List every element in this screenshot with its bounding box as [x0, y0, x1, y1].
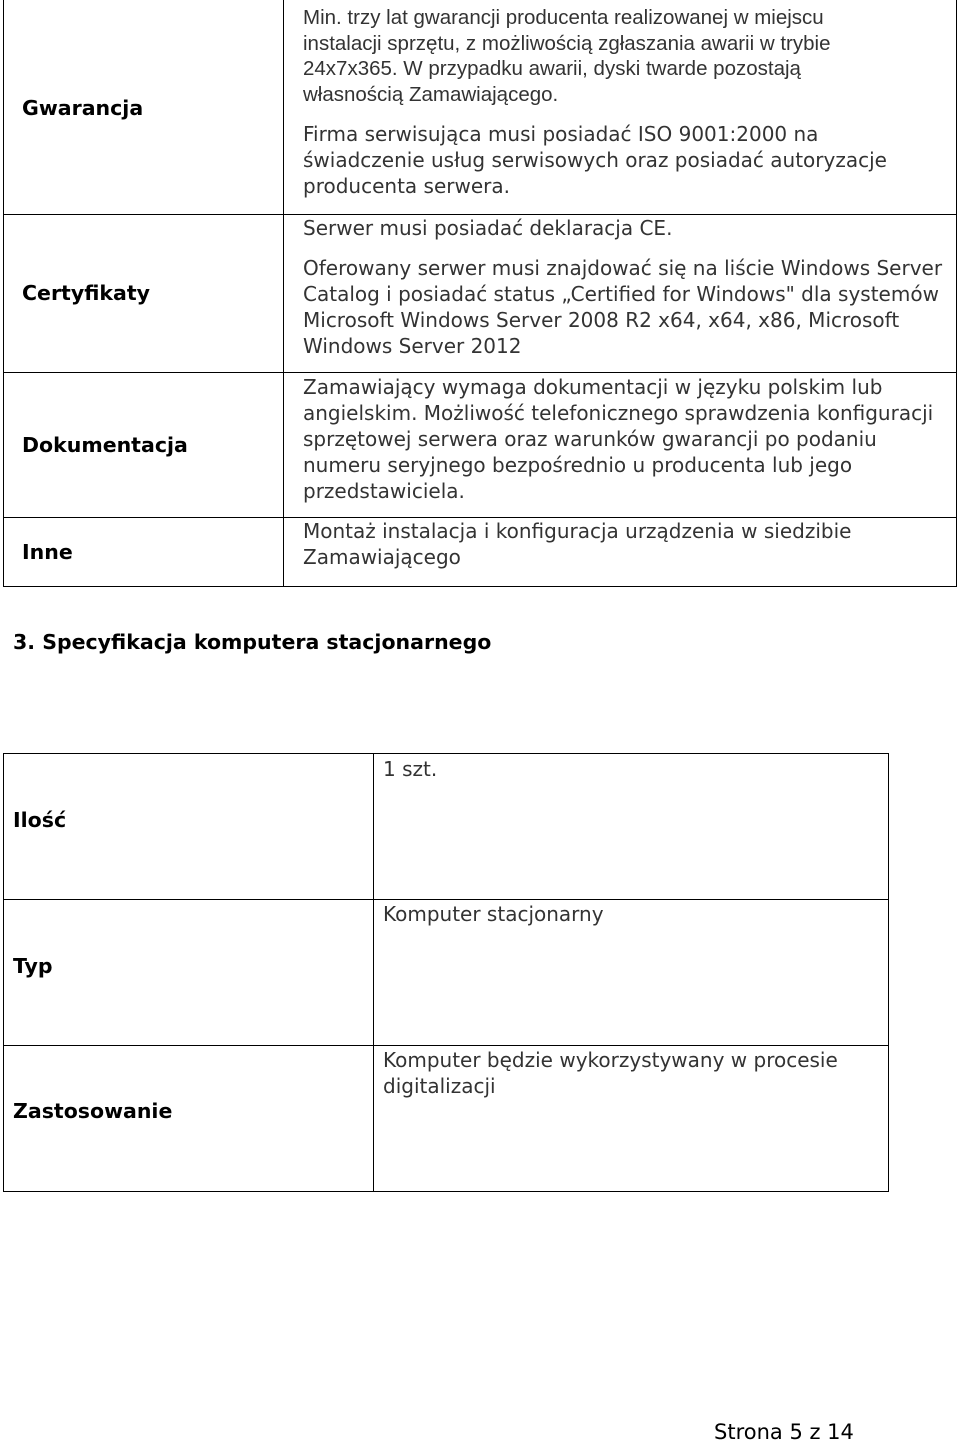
warranty-paragraph-2: Firma serwisująca musi posiadać ISO 9001:2000 na świadczenie usług serwisowych oraz posiadać autoryzacje producenta serwera. [303, 122, 887, 198]
service-iso-text [303, 121, 903, 199]
other-paragraph: Montaż instalacja i konfiguracja urządzenia w siedzibie Zamawiającego [303, 519, 852, 569]
usage-value: Komputer będzie wykorzystywany w procesie digitalizacji [383, 1048, 838, 1098]
other-text [303, 518, 943, 570]
row-label-inne: Inne [22, 540, 73, 564]
certificates-paragraph-1: Serwer musi posiadać deklaracja CE. [303, 216, 673, 240]
warranty-paragraph-1: Min. trzy lat gwarancji producenta realizowanej w miejscu instalacji sprzętu, z możliwością zgłaszania awarii w trybie 24x7x365. W przypadku awarii, dyski twarde pozostają własnością Zamawiającego. [303, 6, 831, 106]
page-number: Strona 5 z 14 [714, 1420, 854, 1444]
row-label-typ: Typ [13, 954, 53, 978]
warranty-text [303, 5, 903, 107]
row-label-ilosc: Ilość [13, 808, 67, 832]
section-heading: 3. Specyfikacja komputera stacjonarnego [13, 630, 492, 654]
row-label-gwarancja: Gwarancja [22, 96, 144, 120]
windows-catalog-text [303, 255, 951, 359]
documentation-text [303, 374, 943, 504]
row-label-certyfikaty: Certyfikaty [22, 281, 151, 305]
quantity-value: 1 szt. [383, 757, 438, 781]
certificates-paragraph-2: Oferowany serwer musi znajdować się na liście Windows Server Catalog i posiadać status „Certified for Windows" dla systemów Microsoft Windows Server 2008 R2 x64, x64, x86, Microsoft Windows Server 2012 [303, 256, 943, 358]
documentation-paragraph: Zamawiający wymaga dokumentacji w języku polskim lub angielskim. Możliwość telefonicznego sprawdzenia konfiguracji sprzętowej serwera oraz warunków gwarancji po podaniu numeru seryjnego bezpośrednio u producenta lub jego przedstawiciela. [303, 375, 934, 503]
ce-declaration-text [303, 215, 943, 241]
row-label-dokumentacja: Dokumentacja [22, 433, 188, 457]
type-value: Komputer stacjonarny [383, 902, 604, 926]
row-label-zastosowanie: Zastosowanie [13, 1099, 173, 1123]
